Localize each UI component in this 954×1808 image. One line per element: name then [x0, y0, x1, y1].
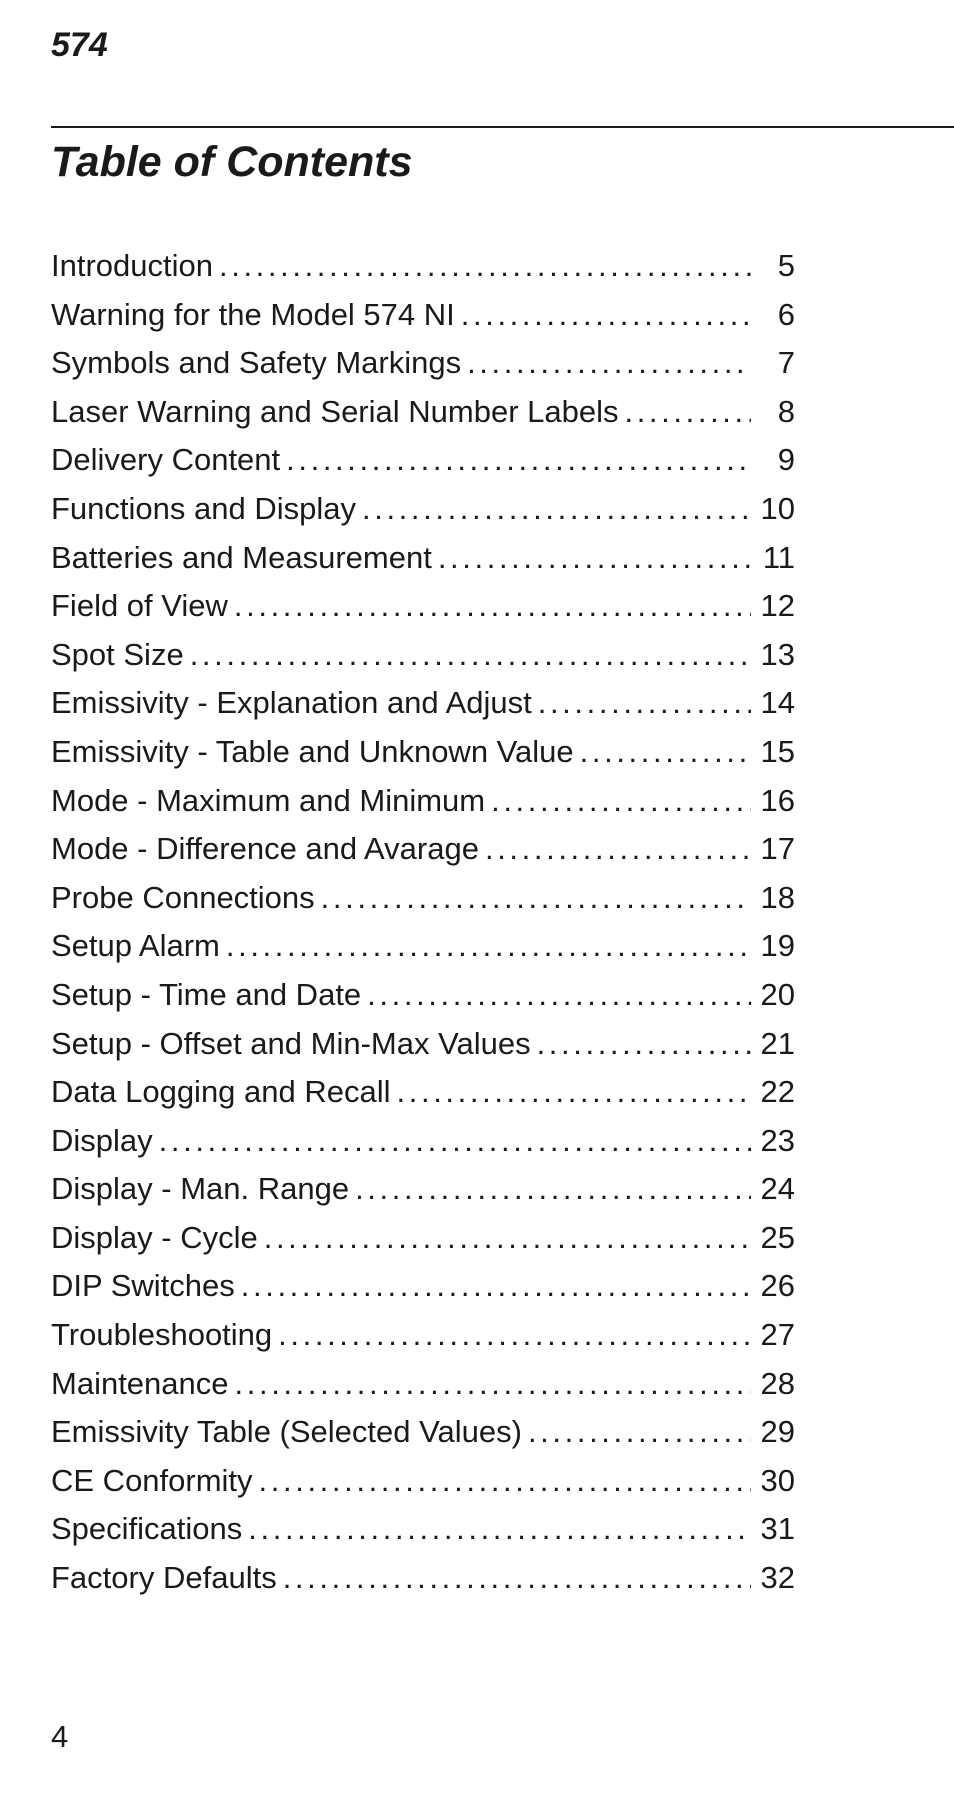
toc-entry [51, 631, 795, 680]
toc-entry [51, 922, 795, 971]
toc-entry [51, 1165, 795, 1214]
toc-entry-title: Setup Alarm [51, 928, 220, 964]
toc-entry [51, 1457, 795, 1506]
dot-leader [234, 582, 751, 631]
toc-entry [51, 1020, 795, 1069]
toc-entry [51, 874, 795, 923]
toc-entry [51, 291, 795, 340]
dot-leader [528, 1408, 751, 1457]
toc-entry-page: 11 [762, 539, 795, 575]
toc-entry-page: 7 [777, 345, 795, 381]
toc-entry-page: 28 [760, 1365, 795, 1401]
toc-entry [51, 1360, 795, 1409]
dot-leader [264, 1214, 751, 1263]
toc-entry-title: Introduction [51, 248, 213, 283]
toc-entry-title: Field of View [51, 588, 228, 624]
toc-entry-page: 22 [760, 1074, 795, 1110]
toc-entry-title: Mode - Difference and Avarage [51, 831, 479, 867]
toc-entry [51, 777, 795, 826]
toc-entry-page: 9 [777, 442, 795, 478]
dot-leader [286, 436, 751, 485]
toc-entry-page: 17 [760, 831, 795, 867]
toc-entry-title: Display - Man. Range [51, 1171, 350, 1207]
toc-entry [51, 388, 795, 437]
toc-entry [51, 582, 795, 631]
dot-leader [624, 388, 751, 437]
dot-leader [537, 1020, 751, 1069]
toc-entry-title: Functions and Display [51, 490, 356, 526]
dot-leader [538, 679, 751, 728]
toc-entry-page: 15 [760, 733, 795, 769]
dot-leader [159, 1117, 751, 1166]
toc-entry-page: 24 [760, 1171, 795, 1207]
toc-entry [51, 1214, 795, 1263]
dot-leader [580, 728, 751, 777]
toc-entry-title: Setup - Time and Date [51, 976, 362, 1012]
toc-entry-page: 31 [760, 1511, 795, 1547]
dot-leader [355, 1165, 751, 1214]
toc-entry-title: Factory Defaults [51, 1560, 277, 1596]
toc-entry-page: 21 [760, 1025, 795, 1061]
table-of-contents [51, 242, 795, 1603]
dot-leader [367, 971, 751, 1020]
toc-entry-page: 30 [760, 1462, 795, 1498]
dot-leader [438, 534, 751, 583]
toc-entry-title: Delivery Content [51, 442, 281, 478]
toc-entry-page: 25 [760, 1219, 795, 1255]
toc-entry-title: Maintenance [51, 1365, 229, 1401]
dot-leader [241, 1262, 751, 1311]
toc-entry-page: 8 [777, 393, 795, 429]
dot-leader [461, 291, 751, 340]
toc-entry-page: 32 [760, 1560, 795, 1596]
toc-entry-title: Warning for the Model 574 NI [51, 296, 455, 332]
toc-entry-title: Emissivity - Explanation and Adjust [51, 685, 532, 721]
toc-entry-title: Emissivity - Table and Unknown Value [51, 733, 574, 769]
toc-entry [51, 1554, 795, 1603]
toc-entry [51, 971, 795, 1020]
page-title: Table of Contents [51, 138, 413, 186]
dot-leader [321, 874, 751, 923]
toc-entry-title: DIP Switches [51, 1268, 235, 1304]
toc-entry-page: 18 [760, 879, 795, 915]
toc-entry-title: Display [51, 1122, 153, 1158]
toc-entry [51, 679, 795, 728]
dot-leader [219, 242, 751, 291]
toc-entry [51, 1311, 795, 1360]
dot-leader [467, 339, 751, 388]
toc-entry-page: 12 [760, 588, 795, 624]
toc-entry-title: CE Conformity [51, 1462, 253, 1498]
toc-entry [51, 534, 795, 583]
dot-leader [491, 777, 751, 826]
model-header: 574 [51, 26, 108, 64]
dot-leader [235, 1360, 751, 1409]
toc-entry-title: Symbols and Safety Markings [51, 345, 462, 381]
dot-leader [248, 1505, 751, 1554]
toc-entry [51, 436, 795, 485]
toc-entry-title: Mode - Maximum and Minimum [51, 782, 486, 818]
toc-entry-title: Batteries and Measurement [51, 539, 432, 575]
toc-entry-page: 27 [760, 1317, 795, 1353]
toc-entry-title: Emissivity Table (Selected Values) [51, 1414, 522, 1450]
toc-entry-page: 20 [760, 976, 795, 1012]
toc-entry-title: Probe Connections [51, 879, 315, 915]
dot-leader [397, 1068, 751, 1117]
toc-entry [51, 485, 795, 534]
toc-entry [51, 1068, 795, 1117]
toc-entry-page: 29 [760, 1414, 795, 1450]
toc-entry-page: 26 [760, 1268, 795, 1304]
toc-entry-page: 6 [777, 296, 795, 332]
dot-leader [226, 922, 751, 971]
dot-leader [362, 485, 751, 534]
toc-entry [51, 1262, 795, 1311]
toc-entry-page: 10 [760, 490, 795, 526]
toc-entry-title: Spot Size [51, 636, 184, 672]
page-number: 4 [51, 1719, 69, 1754]
toc-entry [51, 1505, 795, 1554]
toc-entry-title: Troubleshooting [51, 1317, 273, 1353]
toc-entry [51, 242, 795, 291]
toc-entry-page: 13 [760, 636, 795, 672]
dot-leader [278, 1311, 751, 1360]
toc-entry-page: 16 [760, 782, 795, 818]
toc-entry-page: 5 [777, 248, 795, 283]
dot-leader [259, 1457, 751, 1506]
toc-entry [51, 1117, 795, 1166]
dot-leader [283, 1554, 751, 1603]
toc-entry-title: Data Logging and Recall [51, 1074, 391, 1110]
toc-entry [51, 728, 795, 777]
header-rule [51, 126, 954, 128]
dot-leader [190, 631, 751, 680]
dot-leader [485, 825, 751, 874]
toc-entry-title: Specifications [51, 1511, 243, 1547]
toc-entry-page: 19 [760, 928, 795, 964]
toc-entry-title: Display - Cycle [51, 1219, 258, 1255]
toc-entry-page: 23 [760, 1122, 795, 1158]
toc-entry [51, 339, 795, 388]
toc-entry-title: Laser Warning and Serial Number Labels [51, 393, 619, 429]
toc-entry-page: 14 [760, 685, 795, 721]
toc-entry [51, 1408, 795, 1457]
toc-entry-title: Setup - Offset and Min-Max Values [51, 1025, 531, 1061]
toc-entry [51, 825, 795, 874]
